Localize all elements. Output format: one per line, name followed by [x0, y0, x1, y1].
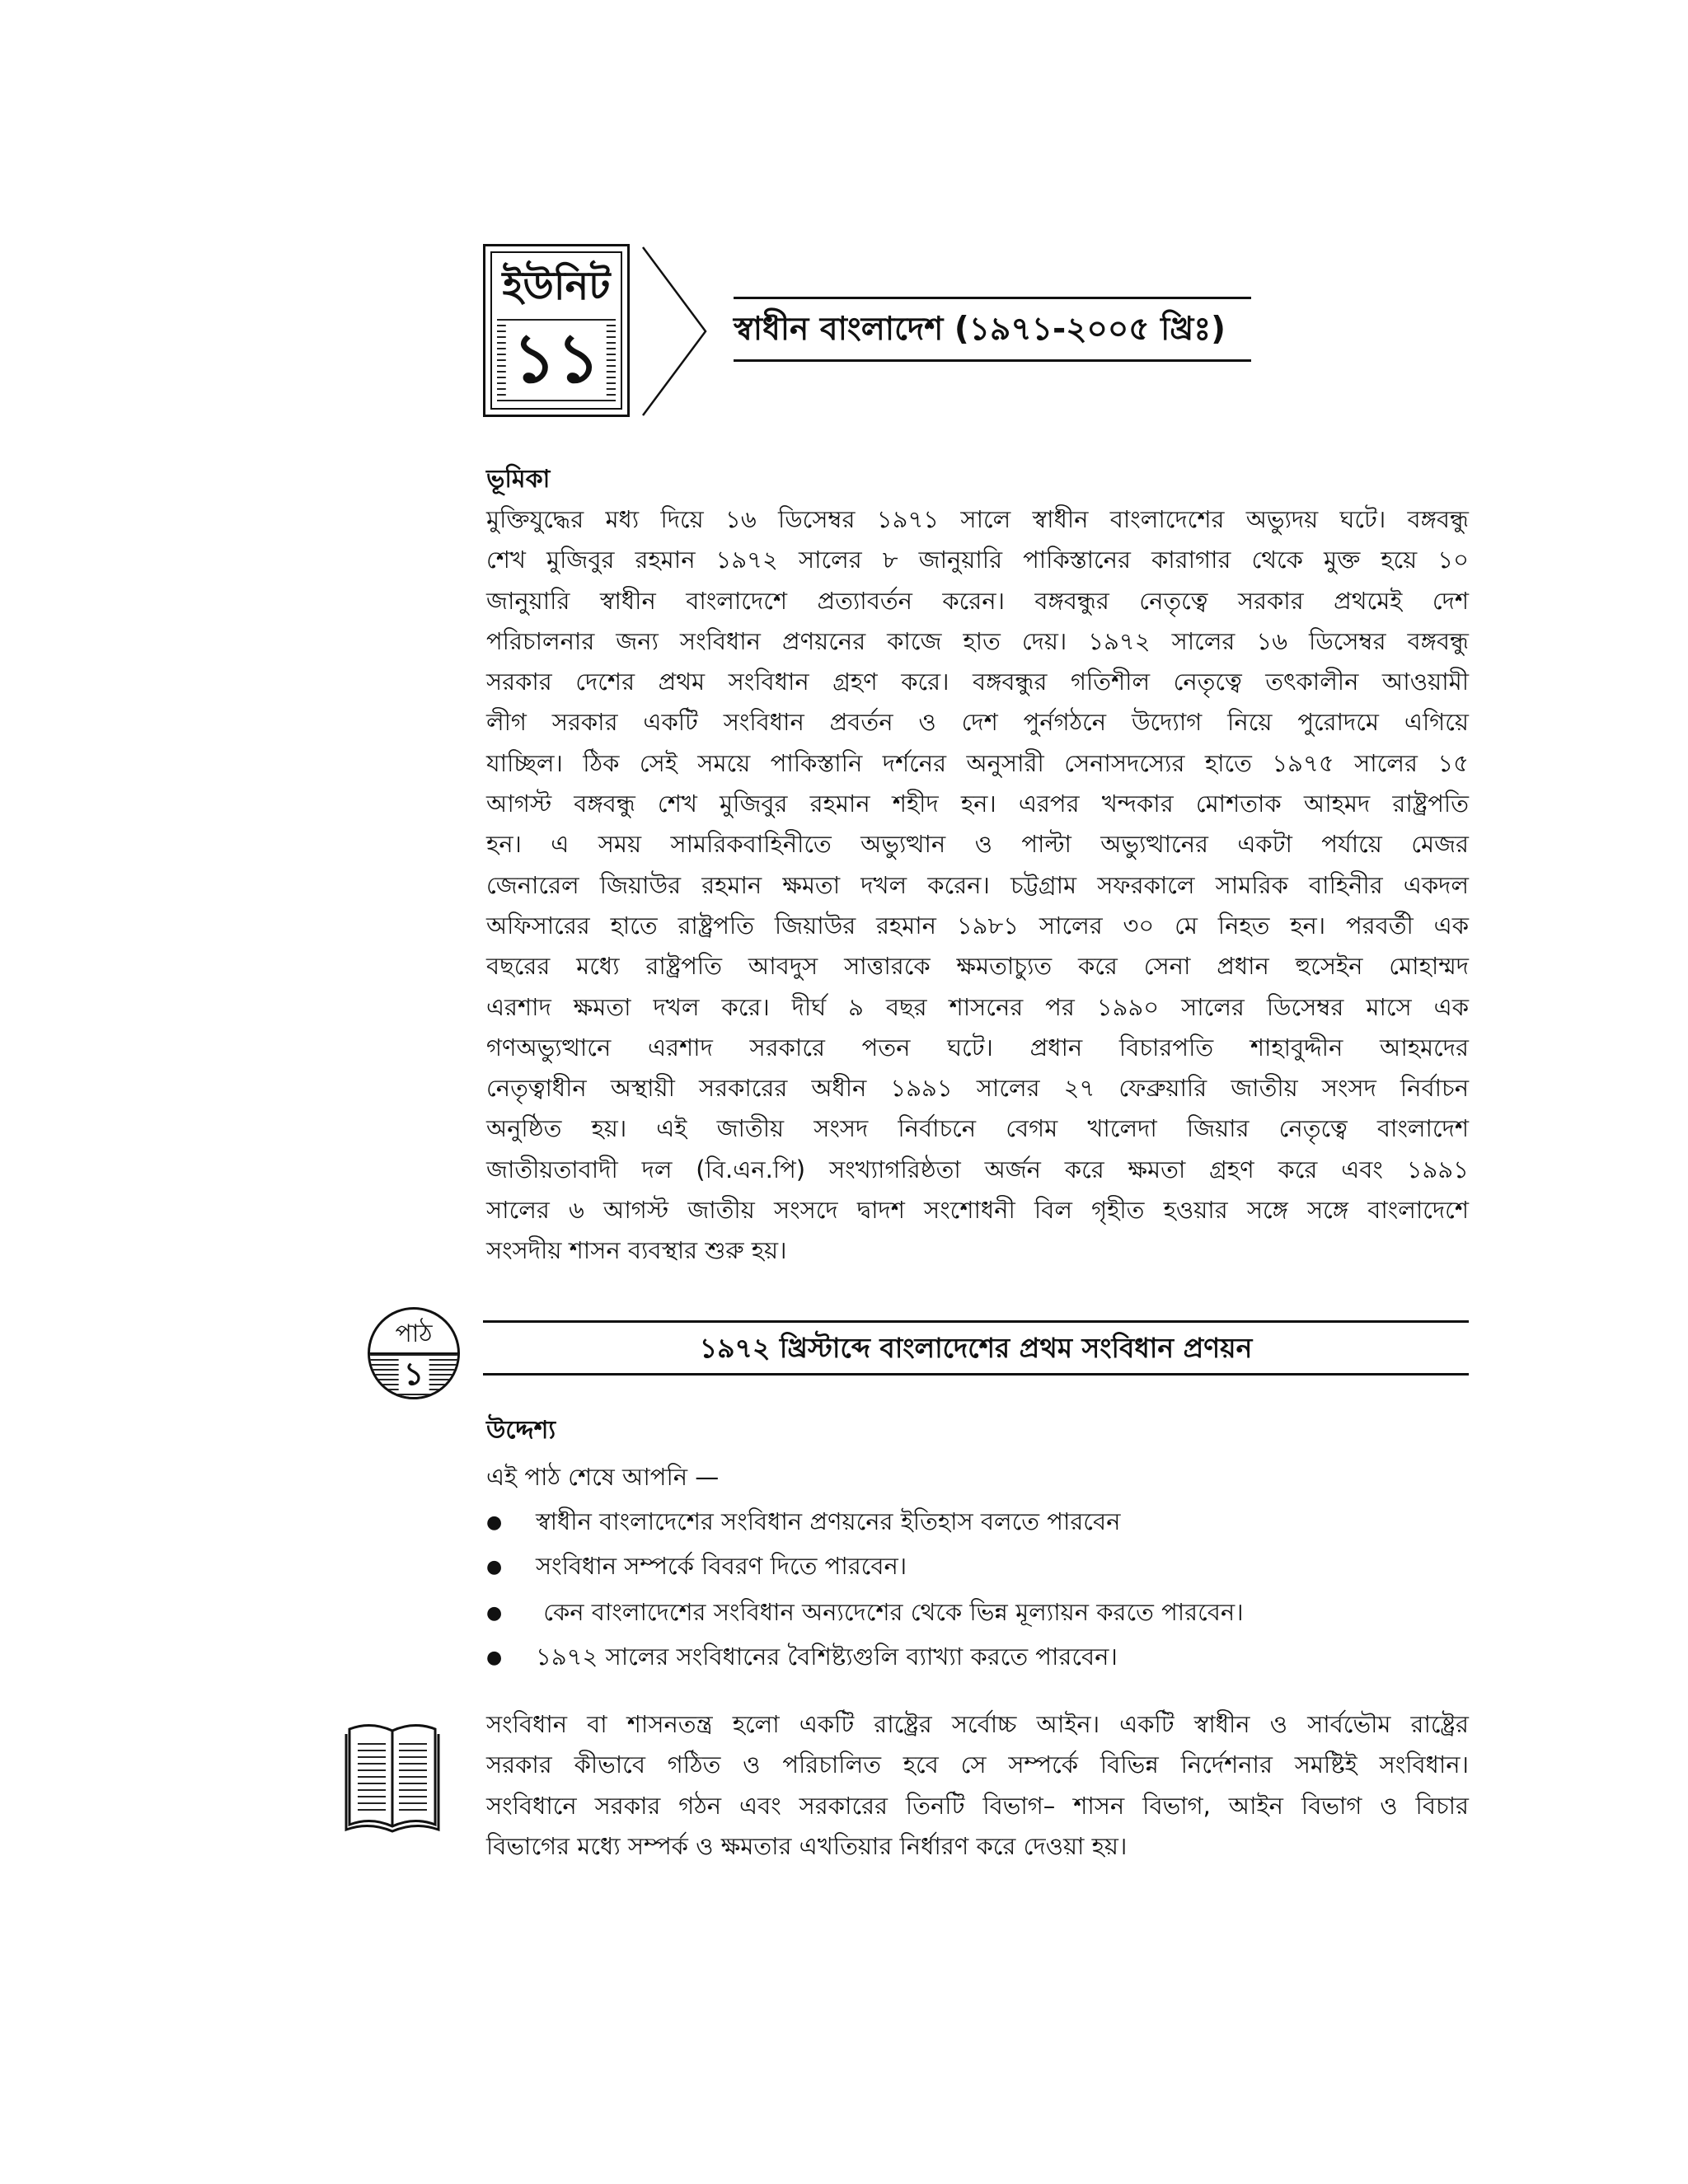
lesson-badge-stripes: [370, 1352, 457, 1397]
title-rule-top: [734, 297, 1251, 299]
unit-box: [483, 244, 630, 417]
objective-item: [486, 1549, 907, 1584]
lesson-rule-top: [483, 1320, 1469, 1323]
bullet-icon: ●: [486, 1603, 503, 1624]
unit-number: ১১: [506, 322, 607, 396]
definition-line: সংবিধানে সরকার গঠন এবং সরকারের তিনটি বিভাগ– শাসন বিভাগ, আইন বিভাগ ও বিচার: [486, 1791, 1469, 1820]
intro-line: অফিসারের হাতে রাষ্ট্রপতি জিয়াউর রহমান ১৯৮১ সালের ৩০ মে নিহত হন। পরবর্তী এক: [486, 911, 1469, 940]
lesson-rule-bottom: [483, 1373, 1469, 1376]
chapter-title: স্বাধীন বাংলাদেশ (১৯৭১-২০০৫ খ্রিঃ): [734, 311, 1226, 348]
intro-heading: ভূমিকা: [486, 465, 551, 494]
objective-text: স্বাধীন বাংলাদেশের সংবিধান প্রণয়নের ইতিহাস বলতে পারবেন: [536, 1507, 1121, 1535]
intro-line: বছরের মধ্যে রাষ্ট্রপতি আবদুস সাত্তারকে ক্ষমতাচ্যুত করে সেনা প্রধান হুসেইন মোহাম্মদ: [486, 952, 1469, 981]
intro-line: এরশাদ ক্ষমতা দখল করে। দীর্ঘ ৯ বছর শাসনের পর ১৯৯০ সালের ডিসেম্বর মাসে এক: [486, 992, 1469, 1021]
title-rule-bottom: [734, 359, 1251, 362]
intro-line: সালের ৬ আগস্ট জাতীয় সংসদে দ্বাদশ সংশোধনী বিল গৃহীত হওয়ার সঙ্গে সঙ্গে বাংলাদেশে: [486, 1196, 1469, 1225]
objective-item: [486, 1596, 1244, 1630]
intro-line: শেখ মুজিবুর রহমান ১৯৭২ সালের ৮ জানুয়ারি পাকিস্তানের কারাগার থেকে মুক্ত হয়ে ১০: [486, 546, 1469, 574]
unit-arrow-icon: [641, 246, 707, 417]
objective-text: ১৯৭২ সালের সংবিধানের বৈশিষ্ট্যগুলি ব্যাখ্যা করতে পারবেন।: [536, 1643, 1118, 1671]
lesson-badge-number: ১: [399, 1356, 429, 1392]
intro-line: জাতীয়তাবাদী দল (বি.এন.পি) সংখ্যাগরিষ্ঠতা অর্জন করে ক্ষমতা গ্রহণ করে এবং ১৯৯১: [486, 1155, 1469, 1183]
objectives-heading: উদ্দেশ্য: [486, 1416, 556, 1445]
intro-line: যাচ্ছিল। ঠিক সেই সময়ে পাকিস্তানি দর্শনের অনুসারী সেনাসদস্যের হাতে ১৯৭৫ সালের ১৫: [486, 748, 1469, 777]
open-book-icon: [343, 1719, 442, 1835]
unit-box-frame: [490, 251, 622, 410]
objective-text: কেন বাংলাদেশের সংবিধান অন্যদেশের থেকে ভিন্ন মূল্যায়ন করতে পারবেন।: [536, 1598, 1244, 1626]
bullet-icon: ●: [486, 1512, 503, 1533]
intro-line: মুক্তিযুদ্ধের মধ্য দিয়ে ১৬ ডিসেম্বর ১৯৭১ সালে স্বাধীন বাংলাদেশের অভ্যুদয় ঘটে। বঙ্গবন্ধু: [486, 505, 1469, 533]
intro-paragraph: [486, 499, 1469, 1272]
lesson-title: ১৯৭২ খ্রিস্টাব্দে বাংলাদেশের প্রথম সংবিধান প্রণয়ন: [699, 1332, 1253, 1364]
intro-line: লীগ সরকার একটি সংবিধান প্রবর্তন ও দেশ পুর্নগঠনে উদ্যোগ নিয়ে পুরোদমে এগিয়ে: [486, 708, 1469, 737]
intro-line: জানুয়ারি স্বাধীন বাংলাদেশে প্রত্যাবর্তন করেন। বঙ্গবন্ধুর নেতৃত্বে সরকার প্রথমেই দেশ: [486, 586, 1469, 615]
intro-line: সরকার দেশের প্রথম সংবিধান গ্রহণ করে। বঙ্গবন্ধুর গতিশীল নেতৃত্বে তৎকালীন আওয়ামী: [486, 668, 1469, 696]
intro-line: গণঅভ্যুত্থানে এরশাদ সরকারে পতন ঘটে। প্রধান বিচারপতি শাহাবুদ্দীন আহমদের: [486, 1033, 1469, 1062]
intro-line: অনুষ্ঠিত হয়। এই জাতীয় সংসদ নির্বাচনে বেগম খালেদা জিয়ার নেতৃত্বে বাংলাদেশ: [486, 1114, 1469, 1143]
objective-item: [486, 1640, 1118, 1675]
objectives-intro: এই পাঠ শেষে আপনি —: [486, 1463, 720, 1491]
unit-number-area: [497, 319, 616, 403]
unit-label: ইউনিট: [502, 263, 611, 309]
definition-paragraph: [486, 1704, 1469, 1867]
lesson-badge-label: পাঠ: [395, 1319, 433, 1348]
objective-text: সংবিধান সম্পর্কে বিবরণ দিতে পারবেন।: [536, 1552, 907, 1580]
intro-line: আগস্ট বঙ্গবন্ধু শেখ মুজিবুর রহমান শহীদ হন। এরপর খন্দকার মোশতাক আহমদ রাষ্ট্রপতি: [486, 790, 1469, 818]
definition-line: সংবিধান বা শাসনতন্ত্র হলো একটি রাষ্ট্রের সর্বোচ্চ আইন। একটি স্বাধীন ও সার্বভৌম রাষ্ট্রের: [486, 1710, 1469, 1738]
objective-item: [486, 1505, 1120, 1540]
intro-line: নেতৃত্বাধীন অস্থায়ী সরকারের অধীন ১৯৯১ সালের ২৭ ফেব্রুয়ারি জাতীয় সংসদ নির্বাচন: [486, 1074, 1469, 1103]
bullet-icon: ●: [486, 1647, 503, 1668]
definition-line: বিভাগের মধ্যে সম্পর্ক ও ক্ষমতার এখতিয়ার নির্ধারণ করে দেওয়া হয়।: [486, 1831, 1128, 1860]
intro-line: পরিচালনার জন্য সংবিধান প্রণয়নের কাজে হাত দেয়। ১৯৭২ সালের ১৬ ডিসেম্বর বঙ্গবন্ধু: [486, 626, 1469, 655]
intro-line: সংসদীয় শাসন ব্যবস্থার শুরু হয়।: [486, 1236, 787, 1265]
intro-line: জেনারেল জিয়াউর রহমান ক্ষমতা দখল করেন। চট্টগ্রাম সফরকালে সামরিক বাহিনীর একদল: [486, 870, 1469, 899]
intro-line: হন। এ সময় সামরিকবাহিনীতে অভ্যুত্থান ও পাল্টা অভ্যুত্থানের একটা পর্যায়ে মেজর: [486, 830, 1469, 859]
lesson-badge: [368, 1307, 460, 1399]
definition-line: সরকার কীভাবে গঠিত ও পরিচালিত হবে সে সম্পর্কে বিভিন্ন নির্দেশনার সমষ্টিই সংবিধান।: [486, 1750, 1469, 1779]
bullet-icon: ●: [486, 1557, 503, 1577]
